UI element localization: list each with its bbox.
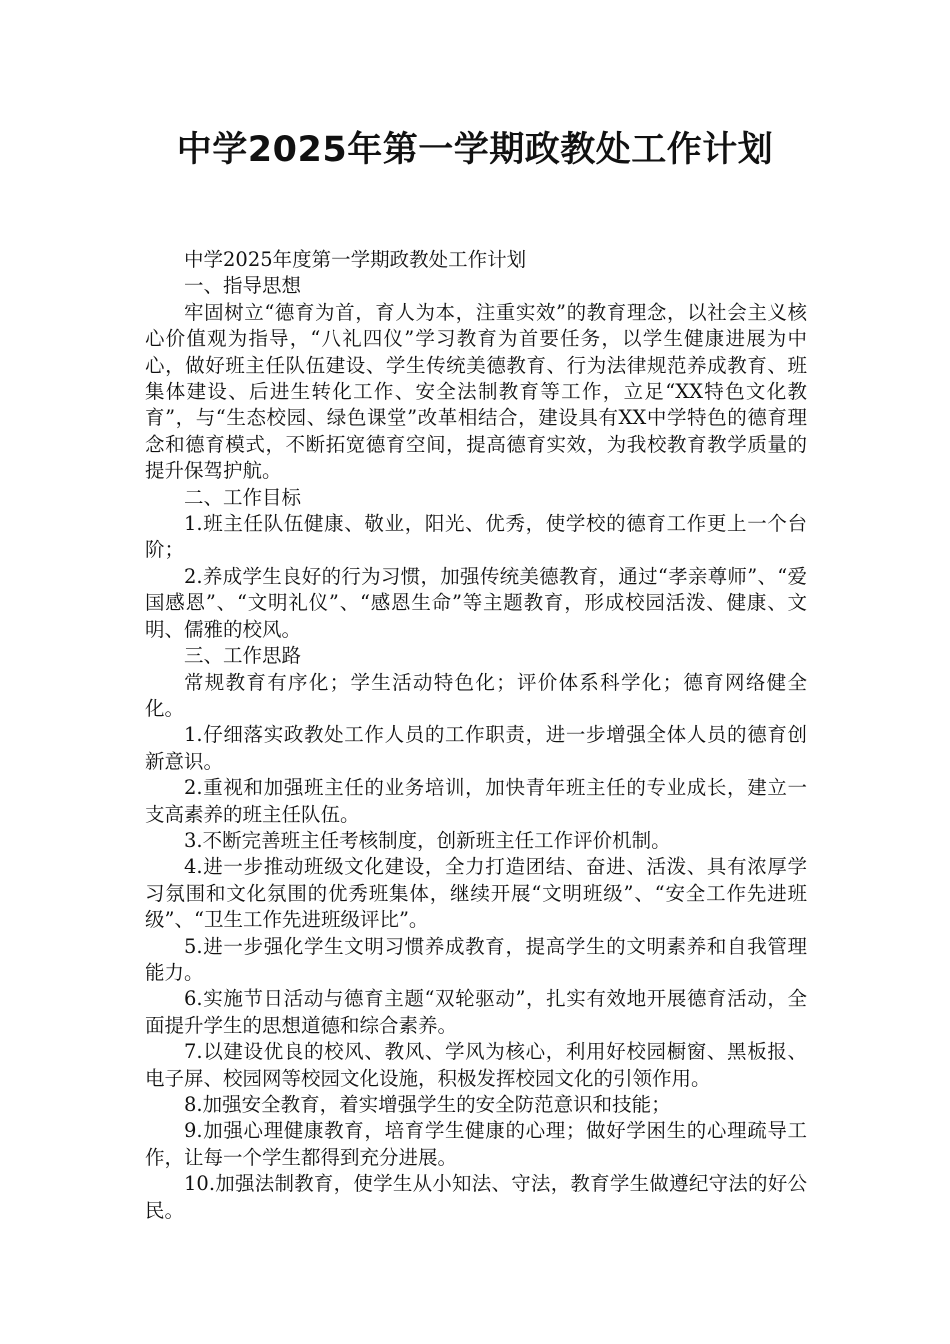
section-heading-guiding-ideology: 一、指导思想 <box>184 274 302 298</box>
list-item-goal-2: 2.养成学生良好的行为习惯，加强传统美德教育，通过“孝亲尊师”、“爱国感恩”、“文明礼仪”、“感恩生命”等主题教育，形成校园活泼、健康、文明、儒雅的校风。 <box>145 564 807 641</box>
document-title: 中学2025年第一学期政教处工作计划 <box>176 130 774 170</box>
document-subtitle: 中学2025年度第一学期政教处工作计划 <box>184 248 527 271</box>
list-item-approach-6: 6.实施节日活动与德育主题“双轮驱动”，扎实有效地开展德育活动，全面提升学生的思想道德和综合素养。 <box>145 987 807 1037</box>
list-item-approach-7: 7.以建设优良的校风、教风、学风为核心，利用好校园橱窗、黑板报、电子屏、校园网等校园文化设施，积极发挥校园文化的引领作用。 <box>145 1040 807 1090</box>
list-item-approach-1: 1.仔细落实政教处工作人员的工作职责，进一步增强全体人员的德育创新意识。 <box>145 723 807 773</box>
section-heading-work-goals: 二、工作目标 <box>184 485 302 509</box>
section-heading-work-approach: 三、工作思路 <box>184 644 302 668</box>
paragraph-guiding-ideology: 牢固树立“德育为首，育人为本，注重实效”的教育理念，以社会主义核心价值观为指导，“八礼四仪”学习教育为首要任务，以学生健康进展为中心，做好班主任队伍建设、学生传统美德教育、行为法律规范养成教育、班集体建设、后进生转化工作、安全法制教育等工作，立足“XX特色文化教育”，与“生态校园、绿色课堂”改革相结合，建设具有XX中学特色的德育理念和德育模式，不断拓宽德育空间，提高德育实效，为我校教育教学质量的提升保驾护航。 <box>145 300 807 483</box>
list-item-approach-5: 5.进一步强化学生文明习惯养成教育，提高学生的文明素养和自我管理能力。 <box>145 934 807 984</box>
list-item-approach-9: 9.加强心理健康教育，培育学生健康的心理；做好学困生的心理疏导工作，让每一个学生都得到充分进展。 <box>145 1119 807 1169</box>
paragraph-work-approach-summary: 常规教育有序化；学生活动特色化；评价体系科学化；德育网络健全化。 <box>145 670 807 720</box>
list-item-approach-8: 8.加强安全教育，着实增强学生的安全防范意识和技能； <box>184 1093 671 1116</box>
list-item-approach-10: 10.加强法制教育，使学生从小知法、守法，教育学生做遵纪守法的好公民。 <box>145 1172 807 1222</box>
list-item-approach-2: 2.重视和加强班主任的业务培训，加快青年班主任的专业成长，建立一支高素养的班主任队伍。 <box>145 776 807 826</box>
list-item-approach-3: 3.不断完善班主任考核制度，创新班主任工作评价机制。 <box>184 828 671 852</box>
document-body <box>145 247 807 1224</box>
list-item-goal-1: 1.班主任队伍健康、敬业，阳光、优秀，使学校的德育工作更上一个台阶； <box>145 512 807 562</box>
list-item-approach-4: 4.进一步推动班级文化建设，全力打造团结、奋进、活泼、具有浓厚学习氛围和文化氛围的优秀班集体，继续开展“文明班级”、“安全工作先进班级”、“卫生工作先进班级评比”。 <box>145 855 807 932</box>
